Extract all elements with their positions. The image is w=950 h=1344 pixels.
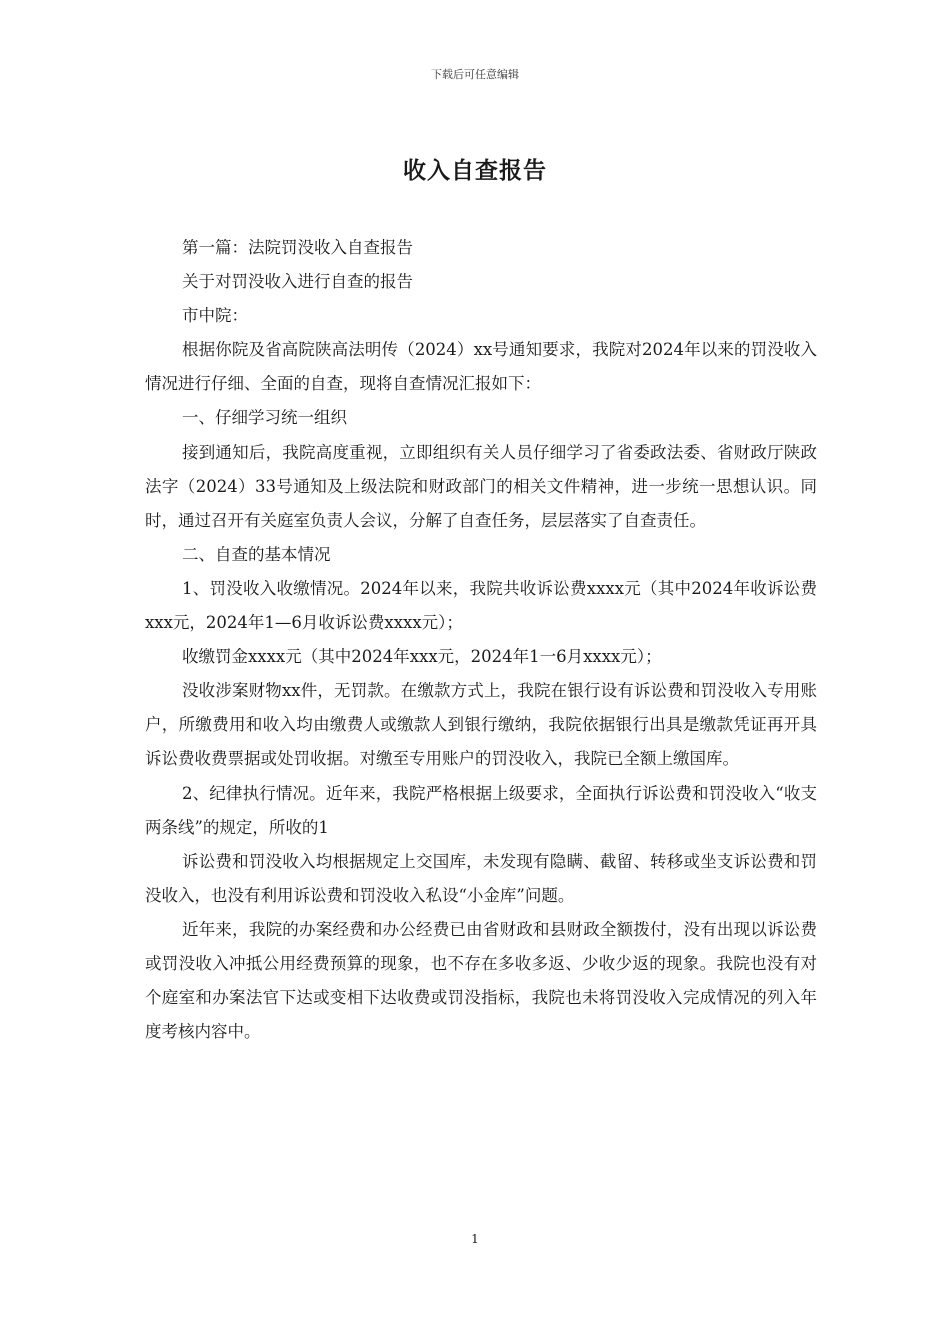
paragraph-report-title: 关于对罚没收入进行自查的报告 bbox=[182, 272, 413, 292]
paragraph-section-heading: 第一篇：法院罚没收入自查报告 bbox=[182, 238, 413, 257]
paragraph-addressee: 市中院： bbox=[182, 306, 248, 326]
paragraph: 没收涉案财物xx件，无罚款。在缴款方式上，我院在银行设有诉讼费和罚没收入专用账户，所缴费用和收入均由缴费人或缴款人到银行缴纳，我院依据银行出具是缴款凭证再开具诉讼费收费票据或处罚收据。对缴至专用账户的罚没收入，我院已全额上缴国库。 bbox=[145, 681, 817, 769]
paragraph-heading: 二、自查的基本情况 bbox=[182, 544, 331, 564]
paragraph: 2、纪律执行情况。近年来，我院严格根据上级要求，全面执行诉讼费和罚没收入“收支两条线”的规定，所收的1 bbox=[145, 783, 817, 837]
document-body bbox=[145, 231, 817, 1049]
paragraph: 收缴罚金xxxx元（其中2024年xxx元，2024年1一6月xxxx元）； bbox=[182, 647, 662, 667]
page-number: 1 bbox=[471, 1232, 479, 1246]
paragraph-heading: 一、仔细学习统一组织 bbox=[182, 408, 347, 428]
paragraph: 近年来，我院的办案经费和办公经费已由省财政和县财政全额拨付，没有出现以诉讼费或罚没收入冲抵公用经费预算的现象，也不存在多收多返、少收少返的现象。我院也没有对个庭室和办案法官下达或变相下达收费或罚没指标，我院也未将罚没收入完成情况的列入年度考核内容中。 bbox=[145, 919, 817, 1042]
paragraph: 根据你院及省高院陕高法明传（2024）xx号通知要求，我院对2024年以来的罚没收入情况进行仔细、全面的自查，现将自查情况汇报如下： bbox=[145, 340, 817, 394]
document-title: 收入自查报告 bbox=[403, 158, 547, 184]
paragraph: 诉讼费和罚没收入均根据规定上交国库，未发现有隐瞒、截留、转移或坐支诉讼费和罚没收入，也没有利用诉讼费和罚没收入私设“小金库”问题。 bbox=[145, 851, 817, 905]
paragraph: 1、罚没收入收缴情况。2024年以来，我院共收诉讼费xxxx元（其中2024年收诉讼费xxx元，2024年1—6月收诉讼费xxxx元）； bbox=[145, 578, 817, 633]
header-note: 下载后可任意编辑 bbox=[431, 68, 519, 81]
paragraph: 接到通知后，我院高度重视，立即组织有关人员仔细学习了省委政法委、省财政厅陕政法字（2024）33号通知及上级法院和财政部门的相关文件精神，进一步统一思想认识。同时，通过召开有关庭室负责人会议，分解了自查任务，层层落实了自查责任。 bbox=[145, 442, 817, 530]
